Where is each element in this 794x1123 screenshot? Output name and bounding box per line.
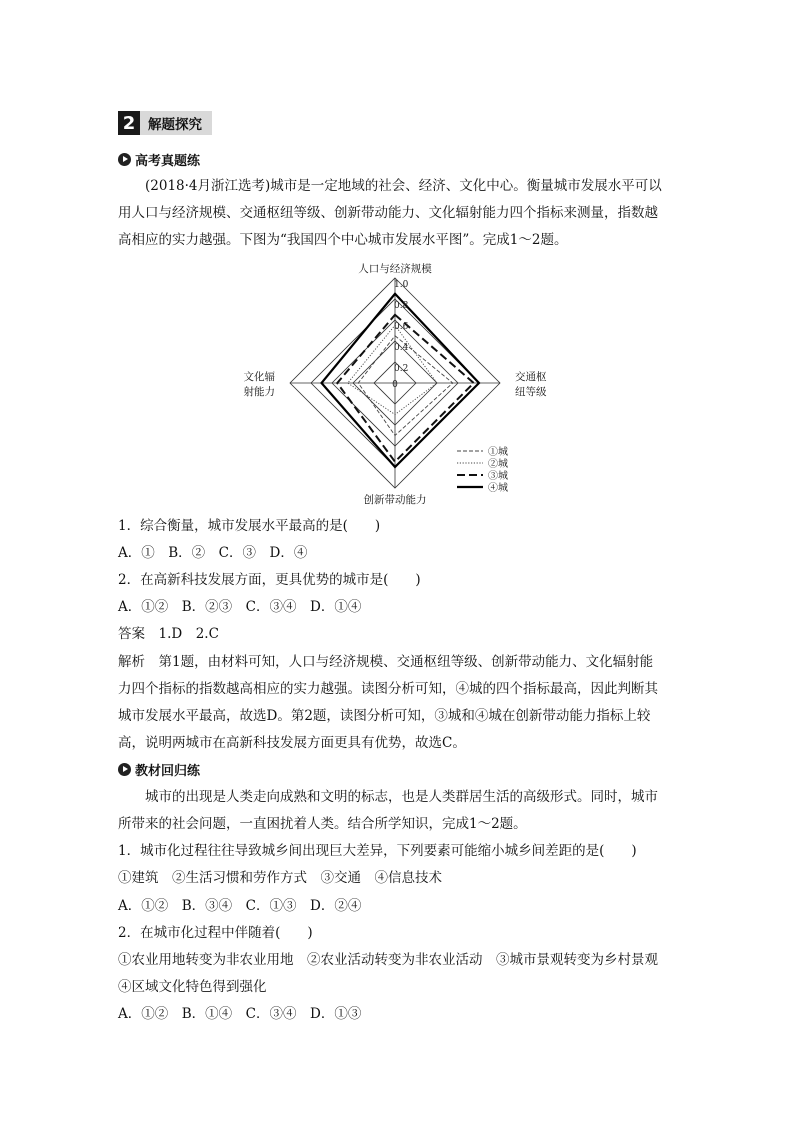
legend-label-2: ②城: [488, 459, 508, 470]
tick-label-3: 0.6: [394, 322, 409, 332]
axis-label-top-0: 人口与经济规模: [358, 263, 432, 275]
p2-question-1-options: A．①② B．③④ C．①③ D．②④: [118, 898, 362, 914]
p2-question-2: 2．在城市化过程中伴随着( ): [118, 925, 313, 941]
analysis-line-4: 高，说明两城市在高新科技发展方面更具有优势，故选C。: [118, 735, 466, 751]
axis-label-right-1: 纽等级: [515, 386, 547, 398]
p1-question-2-options: A．①② B．②③ C．③④ D．①④: [118, 599, 362, 615]
subheader-jiaocai: [118, 760, 200, 779]
chart-legend: [457, 445, 508, 494]
subheader-jiaocai-text: 教材回归练: [135, 764, 201, 779]
subheader-gaokao: [118, 150, 200, 169]
p2-question-2-items-1: ①农业用地转变为非农业用地 ②农业活动转变为非农业活动 ③城市景观转变为乡村景观: [118, 952, 658, 968]
tick-label-1: 0.2: [394, 364, 409, 374]
axis-label-right-0: 交通枢: [515, 371, 547, 383]
p2-question-1-items: ①建筑 ②生活习惯和劳作方式 ③交通 ④信息技术: [118, 870, 442, 886]
tick-label-0: 0: [392, 380, 398, 390]
p2-question-1: 1．城市化过程往往导致城乡间出现巨大差异，下列要素可能缩小城乡间差距的是( ): [118, 843, 637, 859]
p2-question-2-items-2: ④区域文化特色得到强化: [118, 979, 267, 995]
tick-label-4: 0.8: [394, 301, 409, 311]
analysis-line-2: 力四个指标的指数越高相应的实力越强。读图分析可知，④城的四个指标最高，因此判断其: [118, 681, 658, 697]
analysis-line-3: 城市发展水平最高，故选D。第2题，读图分析可知，③城和④城在创新带动能力指标上较: [118, 708, 651, 724]
p2-intro-line-1: 城市的出现是人类走向成熟和文明的标志，也是人类群居生活的高级形式。同时，城市: [145, 789, 658, 805]
tick-label-5: 1.0: [394, 280, 409, 290]
play-circle-icon: [118, 763, 131, 776]
tick-label-2: 0.4: [394, 343, 409, 353]
answer-line: 答案 1.D 2.C: [118, 626, 219, 642]
axis-label-bottom-0: 创新带动能力: [363, 494, 427, 506]
axis-label-left-1: 射能力: [243, 386, 275, 398]
p1-question-2: 2．在高新科技发展方面，更具优势的城市是( ): [118, 572, 421, 588]
legend-label-4: ④城: [488, 483, 508, 494]
subheader-gaokao-text: 高考真题练: [135, 154, 201, 169]
radar-chart: [243, 258, 550, 508]
section-title: 解题探究: [140, 111, 212, 135]
axis-label-left-0: 文化辐: [243, 371, 275, 383]
play-circle-icon: [118, 153, 131, 166]
intro-line-2: 用人口与经济规模、交通枢纽等级、创新带动能力、文化辐射能力四个指标来测量，指数越: [118, 205, 658, 221]
p1-question-1-options: A．① B．② C．③ D．④: [118, 545, 308, 561]
legend-label-3: ③城: [488, 471, 508, 482]
p2-question-2-options: A．①② B．①④ C．③④ D．①③: [118, 1006, 362, 1022]
legend-label-1: ①城: [488, 447, 508, 458]
section-header: [118, 111, 212, 135]
section-number: 2: [118, 111, 140, 135]
analysis-line-1: 解析 第1题，由材料可知，人口与经济规模、交通枢纽等级、创新带动能力、文化辐射能: [118, 654, 654, 670]
p2-intro-line-2: 所带来的社会问题，一直困扰着人类。结合所学知识，完成1～2题。: [118, 816, 527, 832]
intro-line-3: 高相应的实力越强。下图为“我国四个中心城市发展水平图”。完成1～2题。: [118, 232, 568, 248]
p1-question-1: 1．综合衡量，城市发展水平最高的是( ): [118, 518, 381, 534]
intro-line-1: (2018·4月浙江选考)城市是一定地域的社会、经济、文化中心。衡量城市发展水平可以: [145, 178, 662, 194]
